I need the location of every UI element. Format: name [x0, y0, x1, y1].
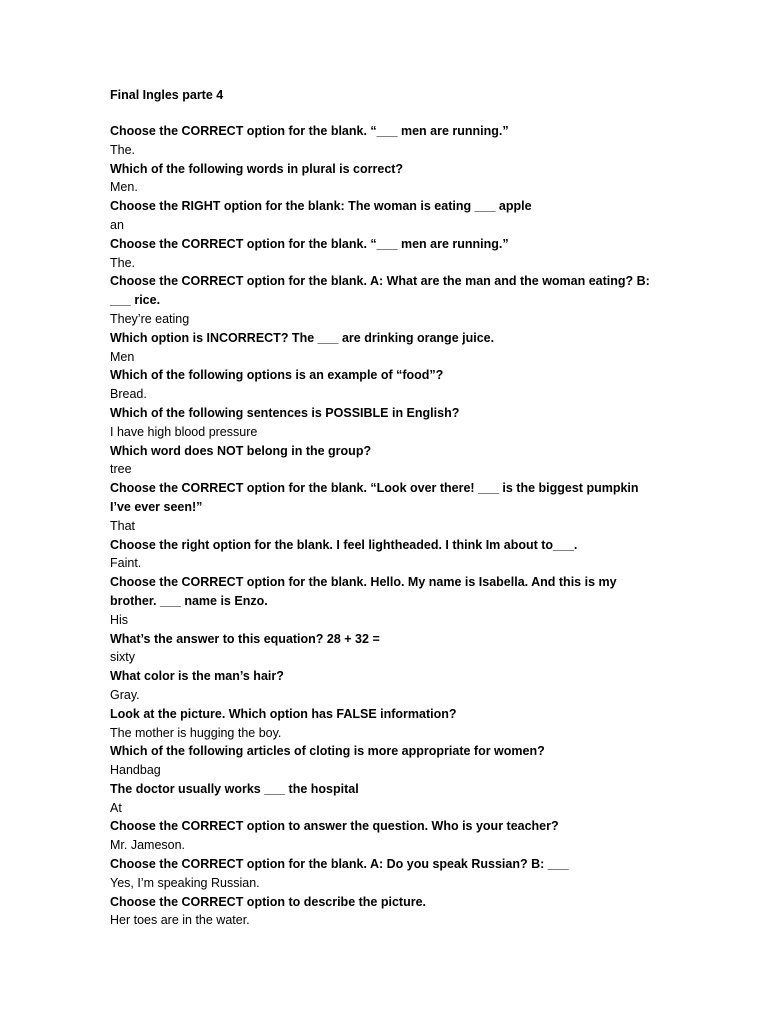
answer-text: The. [110, 142, 136, 157]
list-item [110, 667, 662, 705]
list-item [110, 536, 662, 574]
list-item [110, 122, 662, 160]
answer-text: That [110, 518, 136, 533]
list-item [110, 329, 662, 367]
question-text: Which of the following words in plural is correct? [110, 161, 404, 176]
answer-text: an [110, 217, 124, 232]
list-item [110, 705, 662, 743]
question-text: What color is the man’s hair? [110, 669, 284, 684]
list-item [110, 780, 662, 818]
question-text: Which option is INCORRECT? The ___ are drinking orange juice. [110, 330, 495, 345]
question-text: Look at the picture. Which option has FALSE information? [110, 706, 457, 721]
question-text: Choose the CORRECT option for the blank. Hello. My name is Isabella. And this is my brother. ___ name is Enzo. [110, 575, 621, 608]
answer-text: Handbag [110, 763, 161, 778]
list-item [110, 479, 662, 535]
question-list [110, 122, 662, 930]
list-item [110, 272, 662, 328]
answer-text: The mother is hugging the boy. [110, 725, 282, 740]
answer-text: Yes, I’m speaking Russian. [110, 875, 260, 890]
list-item [110, 893, 662, 931]
list-item [110, 855, 662, 893]
question-text: Choose the right option for the blank. I feel lightheaded. I think Im about to___. [110, 537, 578, 552]
list-item [110, 817, 662, 855]
question-text: Choose the CORRECT option to describe the picture. [110, 894, 426, 909]
question-text: Choose the CORRECT option for the blank. “___ men are running.” [110, 236, 509, 251]
answer-text: Gray. [110, 687, 140, 702]
question-text: Choose the CORRECT option for the blank. A: What are the man and the woman eating? B: ___ rice. [110, 274, 654, 308]
question-text: Choose the RIGHT option for the blank: The woman is eating ___ apple [110, 199, 532, 214]
answer-text: His [110, 612, 129, 627]
list-item [110, 235, 662, 273]
answer-text: Her toes are in the water. [110, 913, 250, 928]
document-title: Final Ingles parte 4 [110, 88, 224, 102]
answer-text: Men. [110, 180, 138, 195]
answer-text: Men [110, 349, 135, 364]
list-item [110, 404, 662, 442]
list-item [110, 366, 662, 404]
question-text: Choose the CORRECT option for the blank. A: Do you speak Russian? B: ___ [110, 857, 569, 872]
question-text: What’s the answer to this equation? 28 + 32 = [110, 631, 380, 646]
question-text: The doctor usually works ___ the hospital [110, 781, 359, 796]
question-text: Which of the following articles of cloting is more appropriate for women? [110, 744, 545, 759]
question-text: Which word does NOT belong in the group? [110, 443, 372, 458]
answer-text: Mr. Jameson. [110, 838, 186, 853]
answer-text: They’re eating [110, 311, 190, 326]
answer-text: sixty [110, 650, 135, 665]
list-item [110, 742, 662, 780]
list-item [110, 442, 662, 480]
question-text: Choose the CORRECT option for the blank. “___ men are running.” [110, 124, 509, 138]
question-text: Choose the CORRECT option for the blank. “Look over there! ___ is the biggest pumpkin I’ve ever seen!” [110, 481, 643, 514]
question-text: Which of the following options is an example of “food”? [110, 368, 444, 383]
answer-text: I have high blood pressure [110, 424, 258, 439]
question-text: Choose the CORRECT option to answer the question. Who is your teacher? [110, 819, 559, 834]
answer-text: At [110, 800, 122, 815]
list-item [110, 630, 662, 668]
answer-text: tree [110, 462, 132, 477]
list-item [110, 573, 662, 629]
answer-text: Faint. [110, 556, 142, 571]
list-item [110, 160, 662, 198]
answer-text: The. [110, 255, 136, 270]
question-text: Which of the following sentences is POSSIBLE in English? [110, 405, 460, 420]
list-item [110, 197, 662, 235]
answer-text: Bread. [110, 387, 147, 402]
